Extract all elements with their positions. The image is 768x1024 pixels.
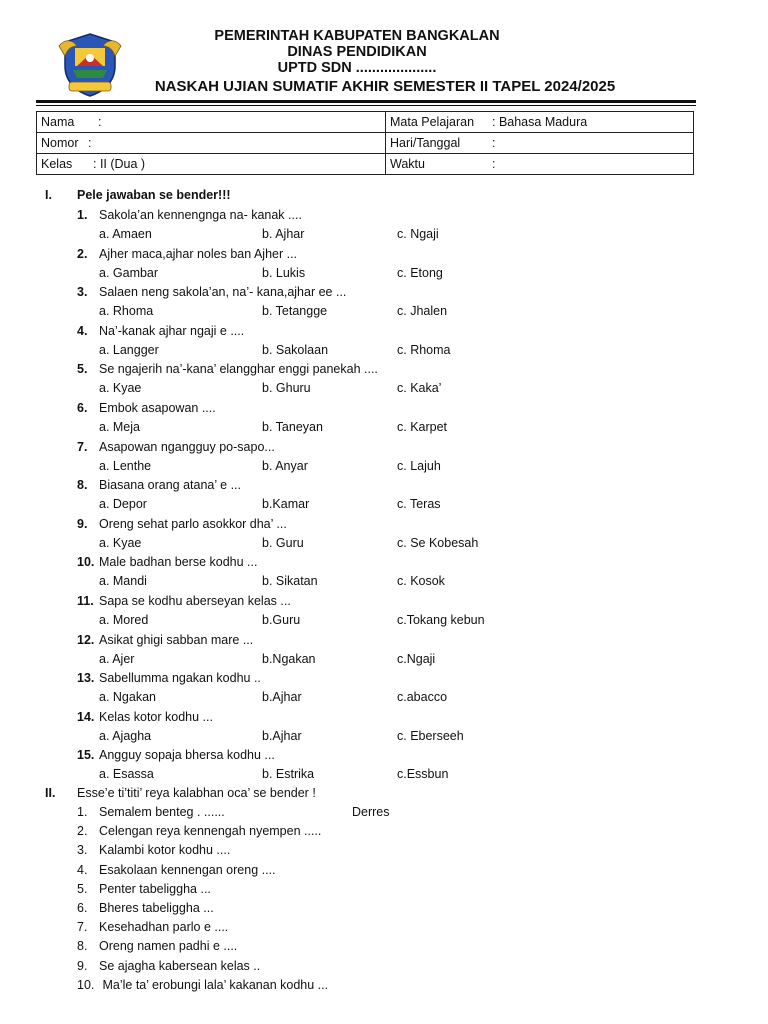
essay-question-number: 4.	[77, 863, 88, 877]
essay-question-text: Penter tabeliggha ...	[99, 882, 211, 896]
option-c[interactable]: c.Ngaji	[397, 652, 436, 666]
question-text: Male badhan berse kodhu ...	[99, 555, 258, 569]
question-number: 13.	[77, 671, 95, 685]
question-8	[77, 478, 241, 492]
question-number: 12.	[77, 633, 95, 647]
question-text: Angguy sopaja bhersa kodhu ...	[99, 748, 275, 762]
essay-question-5	[77, 882, 211, 896]
essay-question-2	[77, 824, 321, 838]
option-c[interactable]: c. Ngaji	[397, 227, 439, 241]
essay-question-number: 2.	[77, 824, 88, 838]
option-a[interactable]: a. Rhoma	[99, 304, 154, 318]
question-text: Sabellumma ngakan kodhu ..	[99, 671, 261, 685]
question-text: Sakola’an kennengnga na- kanak ....	[99, 208, 302, 222]
question-text: Embok asapowan ....	[99, 401, 216, 415]
essay-question-number: 5.	[77, 882, 88, 896]
essay-question-8	[77, 939, 237, 953]
option-b[interactable]: b. Sakolaan	[262, 343, 329, 357]
essay-question-7	[77, 920, 228, 934]
option-b[interactable]: b.Kamar	[262, 497, 310, 511]
essay-question-number: 1.	[77, 805, 88, 819]
option-a[interactable]: a. Kyae	[99, 536, 142, 550]
essay-question-text: Semalem benteg . ......	[99, 805, 225, 819]
waktu-value: :	[492, 157, 496, 171]
essay-question-10	[77, 978, 328, 992]
option-b[interactable]: b. Guru	[262, 536, 304, 550]
essay-question-9	[77, 959, 260, 973]
question-text: Oreng sehat parlo asokkor dha’ ...	[99, 517, 287, 531]
question-11	[77, 594, 291, 608]
mapel-label: Mata Pelajaran	[390, 115, 475, 129]
option-c[interactable]: c. Jhalen	[397, 304, 448, 318]
header-line-exam-title: NASKAH UJIAN SUMATIF AKHIR SEMESTER II TAPEL 2024/2025	[154, 78, 616, 95]
question-number: 3.	[77, 285, 88, 299]
essay-question-number: 7.	[77, 920, 88, 934]
question-number: 15.	[77, 748, 95, 762]
question-text: Sapa se kodhu aberseyan kelas ...	[99, 594, 291, 608]
question-text: Salaen neng sakola’an, na’- kana,ajhar ee ...	[99, 285, 347, 299]
essay-question-text: Se ajagha kabersean kelas ..	[99, 959, 261, 973]
option-a[interactable]: a. Depor	[99, 497, 147, 511]
question-2	[77, 247, 297, 261]
option-a[interactable]: a. Kyae	[99, 381, 142, 395]
question-number: 9.	[77, 517, 88, 531]
question-6	[77, 401, 216, 415]
option-a[interactable]: a. Ajer	[99, 652, 135, 666]
hari-value: :	[492, 136, 496, 150]
nama-cell[interactable]	[37, 112, 386, 133]
option-c[interactable]: c. Kosok	[397, 574, 445, 588]
question-text: Se ngajerih na’-kana’ elangghar enggi panekah ....	[99, 362, 378, 376]
essay-question-number: 10.	[77, 978, 95, 992]
question-1	[77, 208, 302, 222]
option-c[interactable]: c. Lajuh	[397, 459, 441, 473]
option-a[interactable]: a. Lenthe	[99, 459, 152, 473]
header-line-department: DINAS PENDIDIKAN	[287, 44, 427, 60]
option-b[interactable]: b. Taneyan	[262, 420, 323, 434]
essay-question-3	[77, 843, 230, 857]
question-5	[77, 362, 378, 376]
option-b[interactable]: b. Ghuru	[262, 381, 311, 395]
option-c[interactable]: c. Karpet	[397, 420, 448, 434]
kelas-value: : II (Dua )	[93, 157, 146, 171]
question-3	[77, 285, 346, 299]
essay-question-text: Ma’le ta’ erobungi lala’ kakanan kodhu ...	[99, 978, 329, 992]
question-7	[77, 440, 275, 454]
question-number: 11.	[77, 594, 94, 608]
option-a[interactable]: a. Meja	[99, 420, 140, 434]
section2-extra-word: Derres	[352, 805, 390, 819]
kelas-label: Kelas	[41, 157, 73, 171]
waktu-label: Waktu	[390, 157, 425, 171]
option-b[interactable]: b. Estrika	[262, 767, 315, 781]
header-divider-thin	[36, 105, 696, 106]
option-b[interactable]: b. Sikatan	[262, 574, 318, 588]
option-b[interactable]: b. Ajhar	[262, 227, 305, 241]
section1-instruction: Pele jawaban se bender!!!	[77, 188, 231, 202]
option-c[interactable]: c.Essbun	[397, 767, 449, 781]
essay-question-text: Kalambi kotor kodhu ....	[99, 843, 231, 857]
essay-question-text: Oreng namen padhi e ....	[99, 939, 238, 953]
question-number: 7.	[77, 440, 88, 454]
essay-question-text: Bheres tabeliggha ...	[99, 901, 214, 915]
nomor-label: Nomor	[41, 136, 79, 150]
essay-question-text: Kesehadhan parlo e ....	[99, 920, 229, 934]
essay-question-text: Celengan reya kennengah nyempen .....	[99, 824, 322, 838]
question-number: 14.	[77, 710, 95, 724]
hari-label: Hari/Tanggal	[390, 136, 461, 150]
question-9	[77, 517, 287, 531]
question-text: Asapowan ngangguy po-sapo...	[99, 440, 275, 454]
kelas-cell	[37, 154, 386, 175]
section1-number: I.	[45, 188, 52, 202]
question-number: 10.	[77, 555, 95, 569]
nomor-cell[interactable]	[37, 133, 386, 154]
option-b[interactable]: b.Ajhar	[262, 690, 302, 704]
question-15	[77, 748, 275, 762]
option-a[interactable]: a. Ajagha	[99, 729, 152, 743]
option-b[interactable]: b. Lukis	[262, 266, 306, 280]
option-a[interactable]: a. Amaen	[99, 227, 152, 241]
header-line-government: PEMERINTAH KABUPATEN BANGKALAN	[214, 28, 500, 44]
option-a[interactable]: a. Mored	[99, 613, 149, 627]
option-b[interactable]: b.Guru	[262, 613, 301, 627]
question-text: Na’-kanak ajhar ngaji e ....	[99, 324, 245, 338]
question-number: 1.	[77, 208, 88, 222]
essay-question-number: 8.	[77, 939, 88, 953]
essay-question-number: 3.	[77, 843, 88, 857]
essay-question-1	[77, 805, 225, 819]
question-number: 8.	[77, 478, 88, 492]
option-c[interactable]: c. Kaka’	[397, 381, 442, 395]
essay-question-number: 6.	[77, 901, 88, 915]
option-c[interactable]: c. Rhoma	[397, 343, 451, 357]
option-a[interactable]: a. Mandi	[99, 574, 147, 588]
question-number: 2.	[77, 247, 88, 261]
option-c[interactable]: c. Se Kobesah	[397, 536, 479, 550]
option-a[interactable]: a. Gambar	[99, 266, 159, 280]
mapel-value: : Bahasa Madura	[492, 115, 588, 129]
option-a[interactable]: a. Esassa	[99, 767, 154, 781]
option-b[interactable]: b. Anyar	[262, 459, 308, 473]
question-10	[77, 555, 257, 569]
section2-instruction: Esse’e ti’titi’ reya kalabhan oca’ se bender !	[77, 786, 316, 800]
option-b[interactable]: b.Ngakan	[262, 652, 316, 666]
question-text: Biasana orang atana’ e ...	[99, 478, 241, 492]
question-text: Ajher maca,ajhar noles ban Ajher ...	[99, 247, 298, 261]
question-13	[77, 671, 261, 685]
hari-cell[interactable]	[386, 133, 694, 154]
essay-question-6	[77, 901, 214, 915]
nomor-value: :	[88, 136, 92, 150]
header-line-school: UPTD SDN ....................	[277, 60, 437, 76]
student-info-table	[36, 111, 694, 175]
essay-question-4	[77, 863, 276, 877]
option-c[interactable]: c. Etong	[397, 266, 443, 280]
question-text: Asikat ghigi sabban mare ...	[99, 633, 254, 647]
section2-number: II.	[45, 786, 56, 800]
nama-value: :	[98, 115, 102, 129]
header-divider-thick	[36, 100, 696, 103]
question-4	[77, 324, 244, 338]
option-c[interactable]: c. Teras	[397, 497, 441, 511]
essay-question-text: Esakolaan kennengan oreng ....	[99, 863, 276, 877]
option-a[interactable]: a. Ngakan	[99, 690, 156, 704]
option-a[interactable]: a. Langger	[99, 343, 159, 357]
option-b[interactable]: b.Ajhar	[262, 729, 302, 743]
waktu-cell[interactable]	[386, 154, 694, 175]
question-12	[77, 633, 253, 647]
question-number: 6.	[77, 401, 88, 415]
option-c[interactable]: c. Eberseeh	[397, 729, 464, 743]
question-14	[77, 710, 213, 724]
option-c[interactable]: c.abacco	[397, 690, 448, 704]
question-number: 5.	[77, 362, 88, 376]
nama-label: Nama	[41, 115, 75, 129]
question-number: 4.	[77, 324, 88, 338]
mapel-cell	[386, 112, 694, 133]
option-b[interactable]: b. Tetangge	[262, 304, 328, 318]
question-text: Kelas kotor kodhu ...	[99, 710, 213, 724]
essay-question-number: 9.	[77, 959, 88, 973]
option-c[interactable]: c.Tokang kebun	[397, 613, 485, 627]
document-header	[0, 0, 768, 100]
